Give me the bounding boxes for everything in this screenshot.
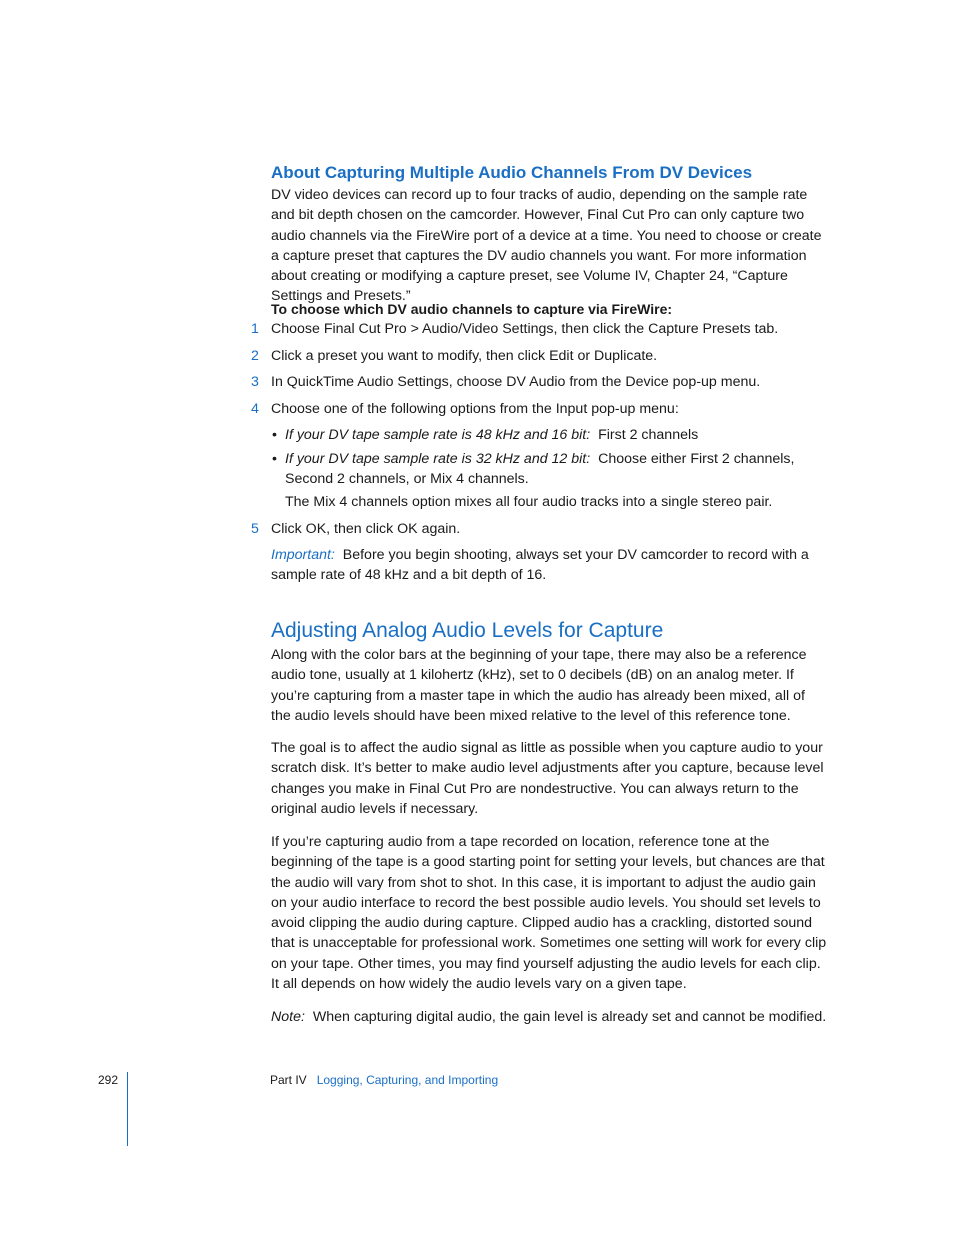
note-text: When capturing digital audio, the gain level is already set and cannot be modified. — [312, 1009, 827, 1025]
footer-rule — [127, 1072, 128, 1146]
note-callout — [271, 1007, 831, 1027]
step-number: 3 — [251, 374, 259, 390]
bullet-item — [285, 425, 827, 445]
important-text: Before you begin shooting, always set your DV camcorder to record with a sample rate of 48 kHz and a bit depth of 16. — [271, 547, 809, 584]
step-number: 5 — [251, 521, 259, 537]
step-text: Click OK, then click OK again. — [271, 521, 461, 537]
bullet-dot: • — [272, 451, 277, 467]
bullet-dot: • — [272, 427, 277, 443]
bullet-item — [285, 449, 827, 489]
step-text: Click a preset you want to modify, then click Edit or Duplicate. — [271, 348, 658, 364]
footer-part-title: Logging, Capturing, and Importing — [316, 1073, 499, 1087]
step-number: 4 — [251, 401, 259, 417]
page-number: 292 — [98, 1073, 119, 1087]
footer-part — [270, 1072, 498, 1088]
section-title: Adjusting Analog Audio Levels for Capture — [271, 619, 664, 642]
body-paragraph: The goal is to affect the audio signal as little as possible when you capture audio to your scratch disk. It’s better to make audio level adjustments after you capture, because level changes you make in Final Cut Pro are nondestructive. You can always return to the original audio levels if necessary. — [271, 740, 824, 817]
note-label: Note: — [271, 1009, 305, 1025]
intro-paragraph: DV video devices can record up to four tracks of audio, depending on the sample rate and bit depth chosen on the camcorder. However, Final Cut Pro can only capture two audio channels via the FireWire port of a device at a time. You need to choose or create a capture preset that captures the DV audio channels you want. For more information about creating or modifying a capture preset, see Volume IV, Chapter 24, “Capture Settings and Presets.” — [271, 187, 822, 305]
bullet-lead: If your DV tape sample rate is 48 kHz and 16 bit: — [285, 427, 591, 443]
step-number: 1 — [251, 321, 259, 337]
bullet-lead: If your DV tape sample rate is 32 kHz and 12 bit: — [285, 451, 591, 467]
step-text: In QuickTime Audio Settings, choose DV Audio from the Device pop-up menu. — [271, 374, 761, 390]
body-paragraph: Along with the color bars at the beginning of your tape, there may also be a reference audio tone, usually at 1 kilohertz (kHz), set to 0 decibels (dB) on an analog meter. If you’re capturing from a master tape in which the audio has already been mixed, all of the audio levels should have been mixed relative to the level of this reference tone. — [271, 647, 807, 724]
task-heading: To choose which DV audio channels to capture via FireWire: — [271, 301, 673, 317]
footer-part-label: Part IV — [270, 1073, 307, 1087]
step-text: Choose Final Cut Pro > Audio/Video Settings, then click the Capture Presets tab. — [271, 321, 779, 337]
step-number: 2 — [251, 348, 259, 364]
body-paragraph: If you’re capturing audio from a tape recorded on location, reference tone at the beginning of the tape is a good starting point for setting your levels, but chances are that the audio will vary from shot to shot. In this case, it is important to adjust the audio gain on your audio interface to record the best possible audio levels. You should set levels to avoid clipping the audio during capture. Clipped audio has a crackling, distorted sound that is unacceptable for professional work. Sometimes one setting will work for every clip on your tape. Other times, you may find yourself adjusting the audio levels for each clip. It all depends on how widely the audio levels vary on a given tape. — [271, 834, 827, 993]
step-text: Choose one of the following options from the Input pop-up menu: — [271, 401, 679, 417]
important-label: Important: — [271, 547, 335, 563]
bullet-text: First 2 channels — [598, 427, 699, 443]
section-heading: About Capturing Multiple Audio Channels From DV Devices — [271, 163, 753, 182]
bullet-note: The Mix 4 channels option mixes all four audio tracks into a single stereo pair. — [285, 494, 773, 510]
important-callout — [271, 545, 827, 586]
bullet-text: Choose either First 2 channels, Second 2 channels, or Mix 4 channels. — [285, 451, 795, 487]
